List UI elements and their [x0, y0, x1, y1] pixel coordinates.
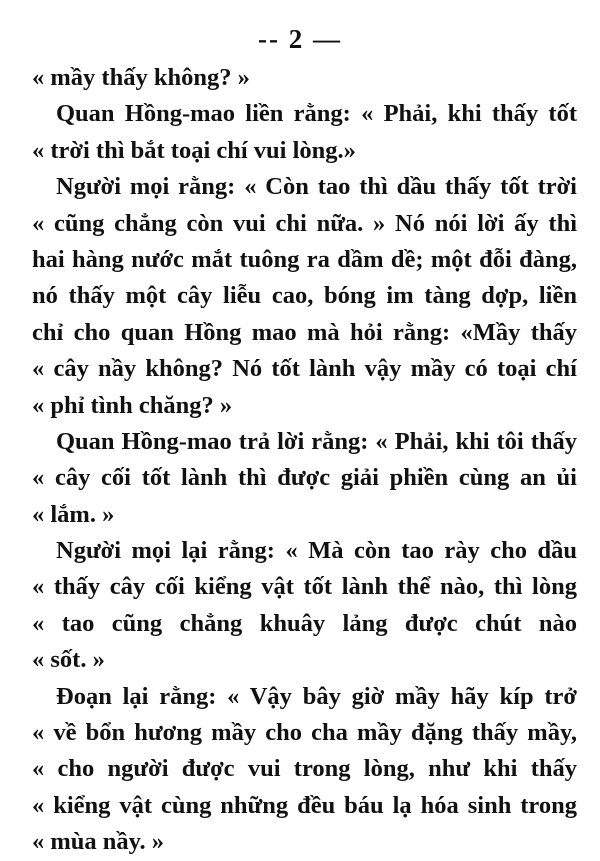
text-line: « trời thì bắt toại chí vui lòng.» — [32, 136, 356, 164]
text-line: « cây cối tốt lành thì được giải phiền cùng an ủi — [32, 464, 577, 492]
text-line: « về bổn hương mầy cho cha mầy đặng thấy mầy, — [32, 719, 577, 747]
text-line: « mầy thấy không? » — [32, 64, 250, 91]
text-line: nó thấy một cây liễu cao, bóng im tàng dợp, liền — [32, 282, 577, 310]
text-line: « sốt. » — [32, 646, 105, 674]
text-line: Đoạn lại rằng: « Vậy bây giờ mầy hãy kíp trở — [56, 682, 577, 710]
text-line: hai hàng nước mắt tuông ra dầm dề; một đỗi đàng, — [32, 245, 577, 273]
text-line: « thấy cây cối kiểng vật tốt lành thể nào, thì lòng — [32, 573, 577, 601]
text-line: « cũng chẳng còn vui chi nữa. » Nó nói lời ấy thì — [32, 209, 577, 237]
text-line: Quan Hồng-mao trả lời rằng: « Phải, khi tôi thấy — [56, 427, 577, 455]
text-line: Người mọi rằng: « Còn tao thì dầu thấy tốt trời — [56, 173, 577, 201]
page-body-text — [32, 60, 577, 861]
text-line: « phỉ tình chăng? » — [32, 391, 233, 419]
page-number: -- 2 — — [258, 24, 342, 54]
text-line: « cho người được vui trong lòng, như khi thấy — [32, 755, 577, 783]
text-line: chỉ cho quan Hồng mao mà hỏi rằng: «Mầy thấy — [32, 318, 577, 346]
text-line: « cây nầy không? Nó tốt lành vậy mầy có toại chí — [32, 355, 577, 383]
text-line: Quan Hồng-mao liền rằng: « Phải, khi thấy tốt — [56, 100, 577, 128]
text-line: « tao cũng chẳng khuây lảng được chút nào — [32, 609, 577, 637]
text-line: « lắm. » — [32, 500, 115, 528]
text-line: « kiểng vật cùng những đều báu lạ hóa sinh trong — [32, 791, 577, 819]
text-line: Người mọi lại rằng: « Mà còn tao rày cho dầu — [56, 537, 577, 565]
text-line: « mùa nầy. » — [32, 828, 165, 856]
